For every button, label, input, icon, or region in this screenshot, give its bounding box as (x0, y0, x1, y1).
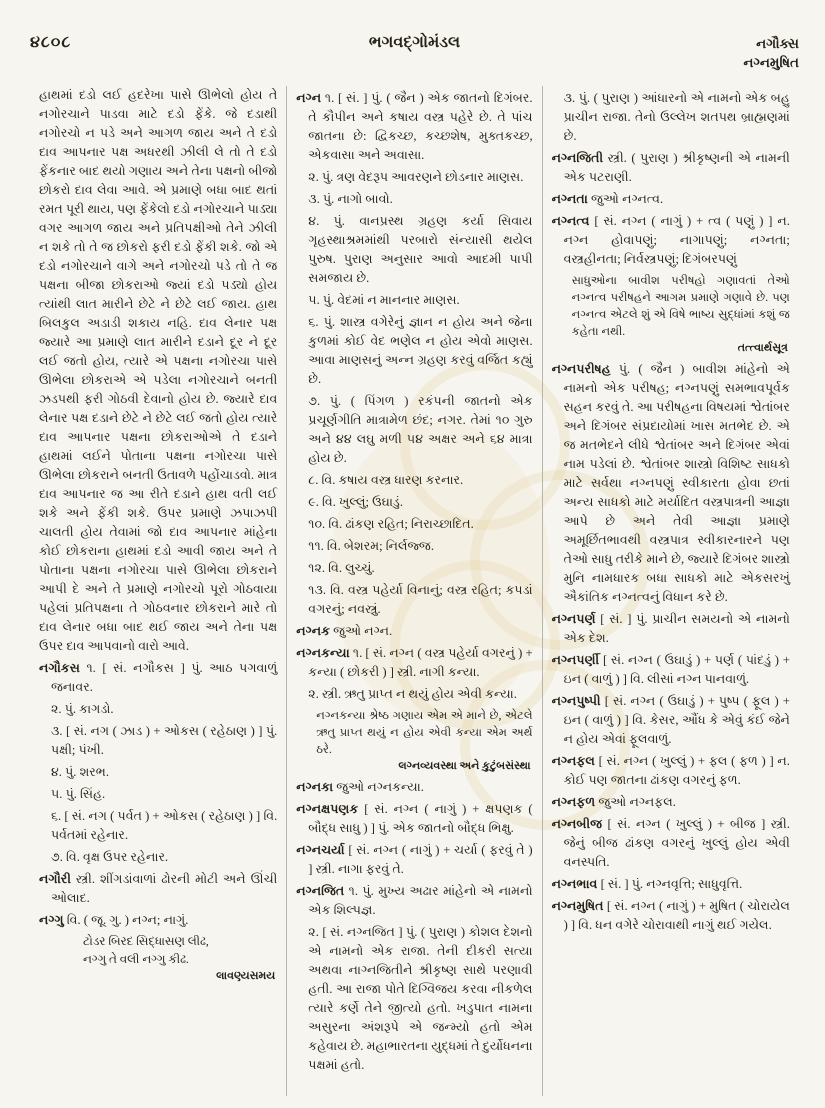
dictionary-entry: નગ્નજિત ૧. પું. મુખ્ય અઢાર માંહેનો એ નામનો એક શિલ્પજ્ઞ. (296, 884, 533, 917)
sense-item: ૨. સ્ત્રી. ઋતુ પ્રાપ્ત ન થયું હોય એવી કન્યા. (308, 687, 517, 701)
dictionary-entry: નગ્નપર્ણી [ સં. નગ્ન ( ઉઘાડું ) + પર્ણ ( પાંદડું ) + ઇન ( વાળું ) ] વિ. લીસાં નગ્ન પાનવાળું. (551, 653, 790, 686)
verse-quote (39, 933, 277, 986)
sense-item: ૨. પું. કાગડો. (51, 702, 114, 716)
three-column-text (30, 86, 799, 1096)
dictionary-entry: નગ્નપર્ણ [ સં. ] પું. પ્રાચીન સમયનો એ નામનો એક દેશ. (551, 612, 790, 645)
sense-item: ૪. પું. વાનપ્રસ્થ ગ્રહણ કર્યા સિવાય ગૃહસ્થાશ્રમમાંથી પરબારો સંન્યાસી થયેલ પુરુષ. પુરાણ અનુસાર આવો આદમી પાપી સમજાય છે. (308, 214, 533, 285)
continuation-paragraph: હાથમાં દડો લઈ હદરેખા પાસે ઊભેલો હોય તે નગોરચાને પાડવા માટે દડો ફેંકે. જે દડાથી નગોરચો ન પડે અને આગળ જાય અને તે દડો દાવ આપનાર પક્ષ અધરથી ઝીલી લે તો તે દડો ફેંકનાર બાદ થયો ગણાય અને તેના પક્ષનો બીજો છોકરો દાવ લેવા આવે. એ પ્રમાણે બધા બાદ થતાં રમત પૂરી થાય, પણ ફેંકેલો દડો નગોરચાને પાડ્યા વગર આગળ જાય અને પ્રતિપક્ષીઓ તેને ઝીલી ન શકે તો તે જ છોકરો ફરી દડો ફેંકી શકે. જો એ દડો નગોરચાને વાગે અને નગોરચો પડે તો તે જ પક્ષના બીજા છોકરાઓ જ્યાં દડો પડ્યો હોય ત્યાંથી લાત મારીને છેટે ને છેટે લઈ જાય. હાથ બિલકુલ અડાડી શકાય નહિ. દાવ લેનાર પક્ષ જ્યારે આ પ્રમાણે લાત મારીને દડાને દૂર ને દૂર લઈ જતો હોય, ત્યારે એ પક્ષના નગોરચા પાસે ઊભેલા છોકરાએ એ પડેલા નગોરચાને બનતી ઝડપથી ફરી ગોઠવી દેવાનો હોય છે. જ્યારે દાવ લેનાર પક્ષ દડાને છેટે ને છેટે લઈ જતો હોય ત્યારે દાવ આપનાર પક્ષના છોકરાઓએ તે દડાને હાથમાં લઈને પોતાના પક્ષના નગોરચા પાસે ઊભેલા છોકરાને બનતી ઉતાવળે પહોંચાડવો. માત્ર દાવ આપનાર જ આ રીતે દડાને હાથ વતી લઈ શકે અને ફેંકી શકે. ઉપર પ્રમાણે ઝપાઝપી ચાલતી હોય તેવામાં જો દાવ આપનાર માંહેના કોઈ છોકરાના હાથમાં દડો આવી જાય અને તે પોતાના પક્ષના નગોરચા પાસે ઊભેલા છોકરાને આપી દે અને તે પ્રમાણે નગોરચો પૂરો ગોઠવાયા પહેલાં પ્રતિપક્ષના તે ગોઠવનાર છોકરાને મારે તો દાવ લેનાર બધા બાદ થઈ જાય અને તેના પક્ષ ઉપર દાવ આપવાનો વારો આવે. (39, 88, 278, 653)
sense-item: ૧૧. વિ. બેશરમ; નિર્લજ્જ. (308, 539, 434, 553)
entry-headword: નગ્નતા (551, 192, 588, 206)
entry-headword: નગ્નચર્યા (296, 843, 345, 857)
dictionary-entry: નગ્નકન્યા ૧. [ સં. નગ્ન ( વસ્ત્ર પહેર્યા વગરનું ) + કન્યા ( છોકરી ) ] સ્ત્રી. નાગી કન્યા. (296, 646, 533, 679)
dictionary-entry: નગૌકસ ૧. [ સં. નગૌકસ ] પું. આઠ પગવાળું જનાવર. (39, 661, 278, 694)
prose-quote: નગ્નકન્યા શ્રેષ્ઠ ગણાય એમ એ માને છે, એટલે ઋતુ પ્રાપ્ત થયું ન હોય એવી કન્યા એમ અર્થ ઠરે. લગ્નવ્યવસ્થા અને કુટુંબસંસ્થા (296, 707, 532, 775)
page-header (30, 34, 799, 72)
entry-headword: નગૌકસ (39, 661, 80, 675)
entry-headword: નગ્નફળ (551, 795, 596, 809)
sense-item: ૫. પું. વેદમાં ન માનનાર માણસ. (308, 293, 460, 307)
verse-line: ટોડર બિરદ સિદ્ધાસણ લીઢ, (83, 934, 209, 948)
entry-headword: નગ્નમુષિત (551, 899, 604, 913)
entry-headword: નગ્નકા (296, 780, 334, 794)
entry-headword: નગ્નત્વ (551, 214, 590, 228)
entry-headword: નગૌરી (39, 872, 71, 886)
sense-item: ૮. વિ. કષાય વસ્ત્ર ધારણ કરનાર. (308, 473, 464, 487)
sense-item: ૪. પું. શરભ. (51, 765, 110, 779)
entry-headword: નગ્નજિત (296, 884, 345, 898)
entry-headword: નગ્નપુષ્પી (551, 694, 601, 708)
entry-headword: નગ્ગુ (39, 913, 64, 927)
dictionary-entry: નગ્નફળ જુઓ નગ્નફલ. (551, 795, 676, 809)
page-number: ૪૮૦૮ (30, 34, 72, 51)
entry-headword: નગ્નપર્ણ (551, 612, 596, 626)
dictionary-entry: નગ્નક જુઓ નગ્ન. (296, 624, 393, 638)
dictionary-entry: નગૌરી સ્ત્રી. શીંગડાંવાળાં ઢોરની મોટી અને ઊંચી ઓલાદ. (39, 872, 278, 905)
column-middle (286, 86, 542, 1096)
sense-item: ૩. પું. નાગો બાવો. (308, 192, 393, 206)
dictionary-entry: નગ્નત્વ [ સં. નગ્ન ( નાગું ) + ત્વ ( પણું ) ] ન. નગ્ન હોવાપણું; નાગાપણું; નગ્નતા; વસ્ત્રહીનતા; નિર્વસ્ત્રપણું; દિગંબરપણું (551, 214, 790, 266)
dictionary-entry: નગ્નમુષિત [ સં. નગ્ન ( નાગું ) + મુષિત ( ચોરાયેલ ) ] વિ. ધન વગેરે ચોરાવાથી નાગું થઈ ગયેલ. (551, 899, 790, 932)
sense-item: ૬. પું. શાસ્ત્ર વગેરેનું જ્ઞાન ન હોય અને જેના કુળમાં કોઈ વેદ ભણેલ ન હોય એવો માણસ. આવા માણસનું અન્ન ગ્રહણ કરવું વર્જિત કહ્યું છે. (308, 315, 533, 386)
column-right (543, 86, 799, 1096)
dictionary-entry: નગ્નચર્યા [ સં. નગ્ન ( નાગું ) + ચર્યા ( ફરવું તે ) ] સ્ત્રી. નાગા ફરવું તે. (296, 843, 533, 876)
book-title: ભગવદ્ગોમંડલ (368, 34, 461, 51)
sense-item: ૧૦. વિ. ઢાંકણ રહિત; નિરાચ્છાદિત. (308, 517, 474, 531)
sense-item: ૨. પું. ત્રણ વેદરૂપ આવરણને છોડનાર માણસ. (308, 170, 524, 184)
entry-headword: નગ્નજિતી (551, 151, 604, 165)
entry-headword: નગ્નકન્યા (296, 646, 350, 660)
dictionary-entry: નગ્નફલ [ સં. નગ્ન ( ખુલ્લું ) + ફલ ( ફળ ) ] ન. કોઈ પણ જાતના ઢાંકણ વગરનું ફળ. (551, 754, 790, 787)
entry-headword: નગ્નફલ (551, 754, 595, 768)
dictionary-entry: નગ્ગુ વિ. ( જૂ. ગુ. ) નગ્ન; નાગું. (39, 913, 189, 927)
sense-item: ૩. [ સં. નગ ( ઝાડ ) + ઓકસ ( રહેઠાણ ) ] પું. પક્ષી; પંખી. (51, 724, 278, 757)
dictionary-entry: નગ્ન ૧. [ સં. ] પું. ( જૈન ) એક જાતનો દિગંબર. તે કૌપીન અને કષાય વસ્ત્ર પહેરે છે. તે પાંચ જાતના છે: દ્વિકચ્છ, કચ્છશેષ, મુક્તકચ્છ, એકવાસા અને અવાસા. (296, 91, 533, 162)
entry-headword: નગ્ન (296, 91, 322, 105)
entry-headword: નગ્નબીજ (551, 817, 603, 831)
entry-headword: નગ્નક્ષપણક (296, 802, 359, 816)
sense-item: ૯. વિ. ખુલ્લું; ઉઘાડું. (308, 495, 403, 509)
quote-attribution: તત્ત્વાર્થસૂત્ર (737, 342, 788, 354)
dictionary-entry: નગ્નકા જુઓ નગ્નકન્યા. (296, 780, 424, 794)
catchword-first: નગૌક્સ (756, 36, 799, 51)
sense-item: ૫. પું. સિંહ. (51, 787, 106, 801)
dictionary-entry: નગ્નતા જુઓ નગ્નત્વ. (551, 192, 664, 206)
sense-item: ૩. પું. ( પુરાણ ) આંધારનો એ નામનો એક બહુ પ્રાચીન રાજા. તેનો ઉલ્લેખ શતપથ બ્રાહ્મણમાં છે. (563, 91, 790, 143)
entry-headword: નગ્નક (296, 624, 330, 638)
sense-item: ૧૩. વિ. વસ્ત્ર પહેર્યા વિનાનું; વસ્ત્ર રહિત; કપડાં વગરનું; નવસ્ત્રું. (308, 583, 533, 616)
entry-headword: નગ્નભાવ (551, 877, 598, 891)
sense-item: ૧૨. વિ. લુચ્ચું. (308, 561, 375, 575)
sense-item: ૨. [ સં. નગ્નજિત ] પું. ( પુરાણ ) કોશલ દેશનો એ નામનો એક રાજા. તેની દીકરી સત્યા અથવા નાગ્નજિતીને શ્રીકૃષ્ણ સાથે પરણાવી હતી. આ રાજા પોતે દિગ્વિજય કરવા નીકળેલ ત્યારે કર્ણે તેને જીત્યો હતો. ખડુપાત નામના અસુરના અંશરૂપે એ જન્મ્યો હતો એમ કહેવાય છે. મહાભારતના યુદ્ધમાં તે દુર્યોધનના પક્ષમાં હતો. (308, 925, 533, 1072)
entry-headword: નગ્નપર્ણી (551, 653, 600, 667)
dictionary-entry: નગ્નબીજ [ સં. નગ્ન ( ખુલ્લું ) + બીજ ] સ્ત્રી. જેનું બીજ ઢાંકણ વગરનું ખુલ્લું હોય એવી વનસ્પતિ. (551, 817, 790, 869)
running-catchwords (649, 34, 799, 72)
sense-item: ૬. [ સં. નગ ( પર્વત ) + ઓકસ ( રહેઠાણ ) ] વિ. પર્વતમાં રહેનાર. (51, 809, 278, 842)
dictionary-entry: નગ્નજિતી સ્ત્રી. ( પુરાણ ) શ્રીકૃષ્ણની એ નામની એક પટરાણી. (551, 151, 790, 184)
quote-attribution: લાવણ્યસમય (216, 970, 276, 982)
catchword-last: નગ્નમુષિત (743, 55, 799, 70)
dictionary-entry: નગ્નક્ષપણક [ સં. નગ્ન ( નાગું ) + ક્ષપણક ( બૌદ્ધ સાધુ ) ] પું. એક જાતનો બૌદ્ધ ભિક્ષુ. (296, 802, 533, 835)
sense-item: ૭. વિ. વૃક્ષ ઉપર રહેનાર. (51, 850, 169, 864)
sense-item: ૭. પું. ( પિંગળ ) રકંપની જાતનો એક પ્રચૂર્ણગીતિ માત્રામેળ છંદ; નગર. તેમાં ૧૦ ગુરુ અને ૪૪ લઘુ મળી ૫૪ અક્ષર અને ૬૪ માત્રા હોય છે. (308, 394, 533, 465)
quote-attribution: લગ્નવ્યવસ્થા અને કુટુંબસંસ્થા (398, 760, 531, 772)
column-left (30, 86, 286, 1096)
dictionary-entry: નગ્નપુષ્પી [ સં. નગ્ન ( ઉઘાડું ) + પુષ્પ ( ફૂલ ) + ઇન ( વાળું ) ] વિ. કેસર, ઔંધ કે એવું કંઈ જેને ન હોય એવાં ફૂલવાળું. (551, 694, 790, 746)
dictionary-entry: નગ્નભાવ [ સં. ] પું. નગ્નવૃત્તિ; સાધુવૃત્તિ. (551, 877, 743, 891)
prose-quote: સાધુઓના બાવીશ પરીષહો ગણાવતાં તેઓ નગ્નત્વ પરીષહને આગમ પ્રમાણે ગણાવે છે. પણ નગ્નત્વ એટલે શું એ વિષે ભાષ્ય સુદ્ધાંમાં કશું જ કહેતા નથી. તત્ત્વાર્થસૂત્ર (552, 272, 790, 357)
entry-headword: નગ્નપરીષહ (551, 362, 611, 376)
dictionary-entry: નગ્નપરીષહ પું. ( જૈન ) બાવીશ માંહેનો એ નામનો એક પરીષહ; નગ્નપણું સમભાવપૂર્વક સહન કરવું તે. આ પરીષહના વિષયમાં શ્વેતાંબર અને દિગંબર સંપ્રદાયોમાં ખાસ મતભેદ છે. એ જ મતભેદને લીધે શ્વેતાંબર અને દિગંબર એવાં નામ પડેલાં છે. શ્વેતાંબર શાસ્ત્રો વિશિષ્ટ સાધકો માટે સર્વથા નગ્નપણું સ્વીકારતા હોવા છતાં અન્ય સાધકો માટે મર્યાદિત વસ્ત્રપાત્રની આજ્ઞા આપે છે અને તેવી આજ્ઞા પ્રમાણે અમૂર્છિતભાવથી વસ્ત્રપાત્ર સ્વીકારનારને પણ તેઓ સાધુ તરીકે માને છે, જ્યારે દિગંબર શાસ્ત્રો મુનિ નામધારક બધા સાધકો માટે એકસરખું ઐકાંતિક નગ્નત્વનું વિધાન કરે છે. (551, 362, 790, 604)
verse-line: નગ્ગુ તે વલી નગ્ગુ કીઢ. (83, 951, 189, 966)
